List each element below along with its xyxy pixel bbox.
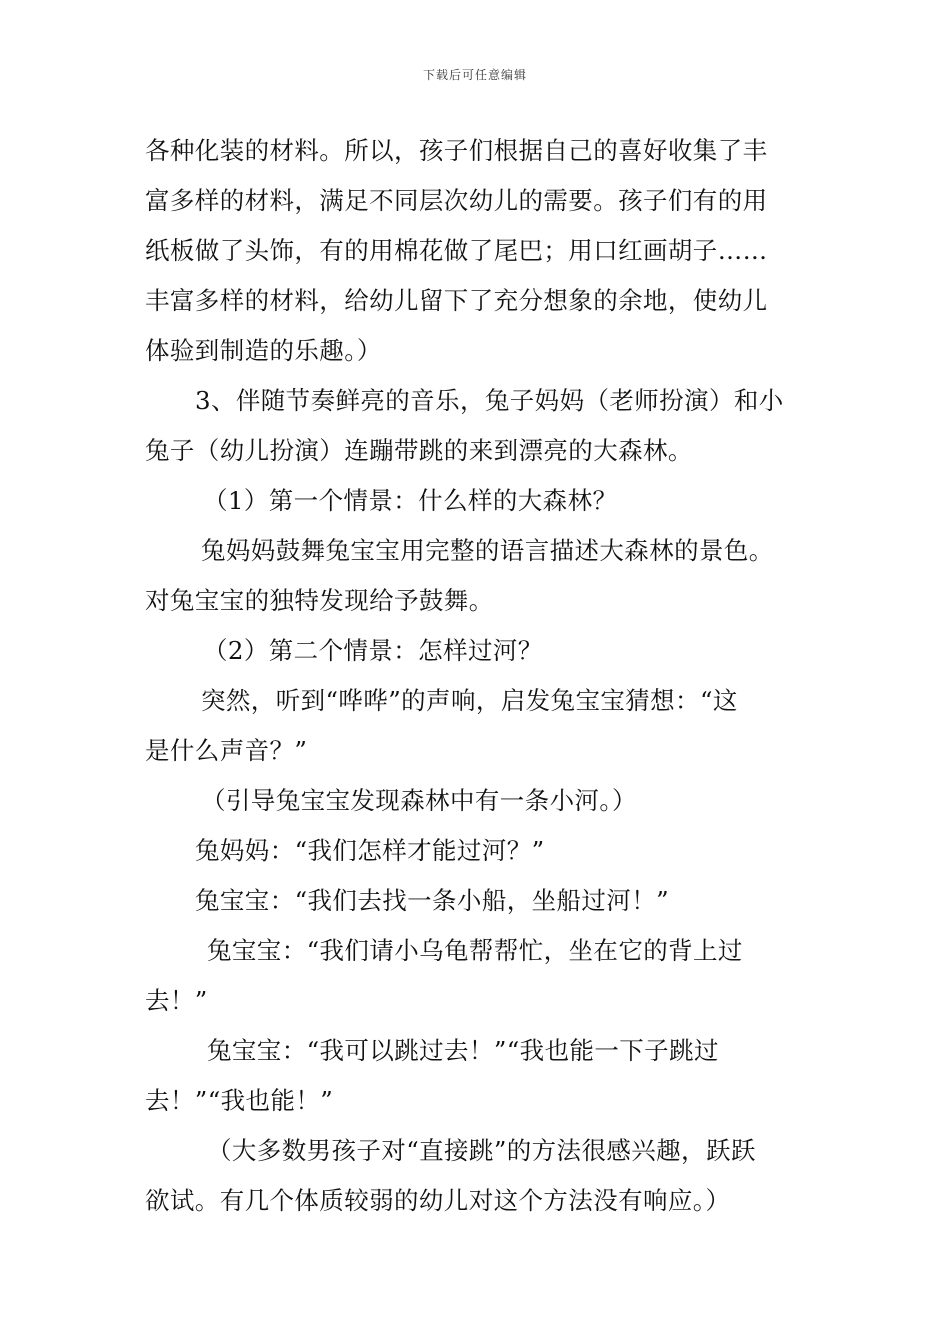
text-line: 体验到制造的乐趣。）	[145, 336, 382, 365]
text-line: 去！”“我也能！”	[145, 1086, 334, 1115]
text-line: （2）第二个情景：怎样过河？	[203, 636, 543, 665]
text-line: 各种化装的材料。所以，孩子们根据自己的喜好收集了丰	[145, 136, 768, 165]
text-line: （1）第一个情景：什么样的大森林？	[203, 486, 618, 515]
text-line: （引导兔宝宝发现森林中有一条小河。）	[201, 786, 637, 815]
text-line: 兔宝宝：“我们去找一条小船，坐船过河！”	[195, 886, 670, 915]
text-line: 兔宝宝：“我可以跳过去！”“我也能一下子跳过	[207, 1036, 719, 1065]
text-line: 兔妈妈鼓舞兔宝宝用完整的语言描述大森林的景色。	[201, 536, 774, 565]
text-line: 兔妈妈：“我们怎样才能过河？”	[195, 836, 545, 865]
page-header: 下载后可任意编辑	[422, 68, 527, 82]
text-line: 兔宝宝：“我们请小乌龟帮帮忙，坐在它的背上过	[207, 936, 743, 965]
text-line: 是什么声音？”	[145, 736, 308, 765]
text-line: 富多样的材料，满足不同层次幼儿的需要。孩子们有的用	[145, 186, 768, 215]
text-line: 丰富多样的材料，给幼儿留下了充分想象的余地，使幼儿	[145, 286, 768, 315]
text-line: 突然，听到“哗哗”的声响，启发兔宝宝猜想：“这	[201, 686, 738, 715]
text-line: 3、伴随节奏鲜亮的音乐，兔子妈妈（老师扮演）和小	[195, 386, 784, 415]
text-line: 去！”	[145, 986, 208, 1015]
document-body	[145, 126, 810, 1226]
text-line: 兔子（幼儿扮演）连蹦带跳的来到漂亮的大森林。	[145, 436, 693, 465]
text-line: 纸板做了头饰，有的用棉花做了尾巴；用口红画胡子……	[145, 236, 768, 265]
text-line: 对兔宝宝的独特发现给予鼓舞。	[145, 586, 494, 615]
text-line: 欲试。有几个体质较弱的幼儿对这个方法没有响应。）	[145, 1186, 731, 1215]
text-line: （大多数男孩子对“直接跳”的方法很感兴趣，跃跃	[207, 1136, 756, 1165]
